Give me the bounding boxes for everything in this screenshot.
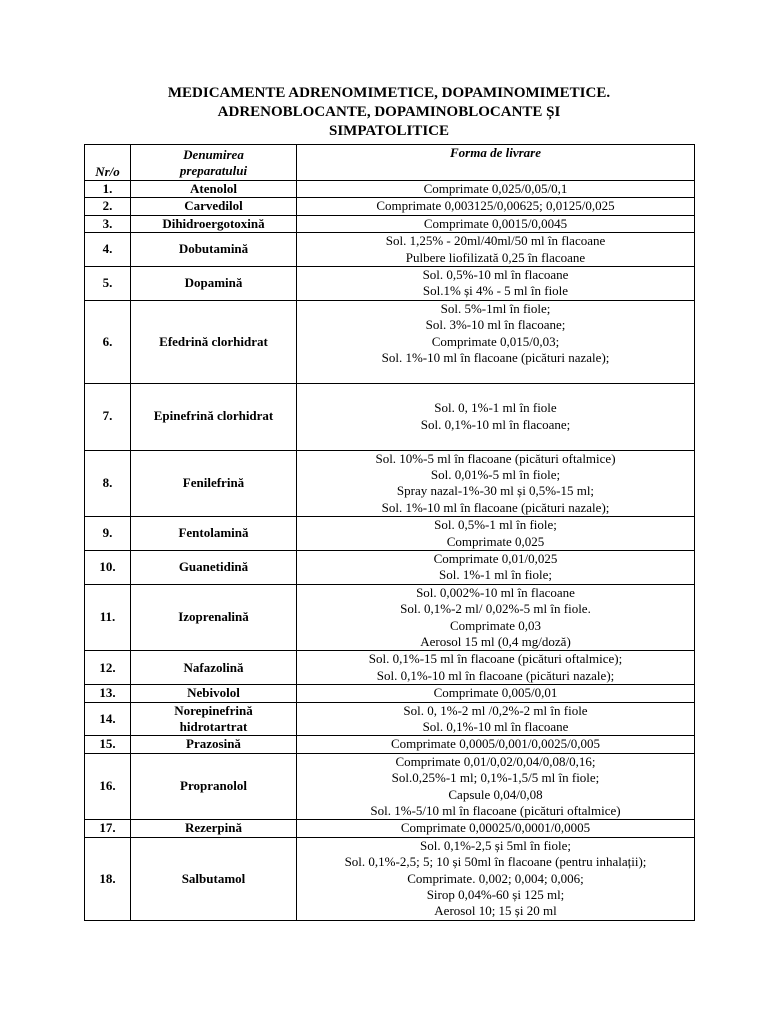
drug-name-line: Rezerpină <box>184 820 243 836</box>
delivery-forms <box>297 837 695 920</box>
table-row <box>85 267 695 301</box>
table-row <box>85 550 695 584</box>
table-row <box>85 215 695 232</box>
row-number: 16. <box>85 753 131 820</box>
table-row <box>85 181 695 198</box>
drug-name <box>131 837 297 920</box>
delivery-forms <box>297 300 695 383</box>
delivery-form-line: Sol. 0,1%-2 ml/ 0,02%-5 ml în fiole. <box>400 601 591 617</box>
table-row <box>85 198 695 215</box>
delivery-forms <box>297 702 695 736</box>
row-number: 10. <box>85 550 131 584</box>
row-number: 8. <box>85 450 131 517</box>
row-number: 5. <box>85 267 131 301</box>
row-number: 11. <box>85 584 131 651</box>
row-number: 18. <box>85 837 131 920</box>
delivery-form-line: Comprimate 0,00025/0,0001/0,0005 <box>400 820 591 836</box>
delivery-form-line: Sol. 0,1%-10 ml în flacoane <box>422 719 569 734</box>
table-row <box>85 820 695 837</box>
drug-name <box>131 702 297 736</box>
drug-name <box>131 267 297 301</box>
delivery-forms <box>297 233 695 267</box>
drug-name <box>131 736 297 753</box>
row-number: 17. <box>85 820 131 837</box>
drug-name <box>131 215 297 232</box>
drug-name-line: Fenilefrină <box>182 475 245 491</box>
drug-name-line: Nafazolină <box>183 659 244 675</box>
drug-name-line: Nebivolol <box>187 685 240 701</box>
delivery-forms <box>297 383 695 450</box>
drug-name-line: Guanetidină <box>178 559 249 575</box>
delivery-form-line: Comprimate 0,0005/0,001/0,0025/0,005 <box>390 736 601 752</box>
table-row <box>85 685 695 702</box>
header-form: Forma de livrare <box>297 145 695 181</box>
delivery-forms <box>297 685 695 702</box>
table-body <box>85 181 695 921</box>
drug-name-line: Propranolol <box>180 778 247 794</box>
table-row <box>85 736 695 753</box>
delivery-form-line: Sol. 1%-10 ml în flacoane (picături nazale); <box>381 350 610 366</box>
drug-name <box>131 820 297 837</box>
medication-table <box>84 144 695 921</box>
delivery-forms <box>297 820 695 837</box>
title-line: ADRENOBLOCANTE, DOPAMINOBLOCANTE ȘI <box>217 104 561 120</box>
delivery-forms <box>297 450 695 517</box>
drug-name-line: Prazosină <box>186 736 241 752</box>
document-title <box>84 84 694 141</box>
delivery-forms <box>297 215 695 232</box>
delivery-form-line: Sol. 5%-1ml în fiole; <box>440 300 551 316</box>
table-row <box>85 702 695 736</box>
delivery-forms <box>297 736 695 753</box>
row-number: 15. <box>85 736 131 753</box>
delivery-forms <box>297 550 695 584</box>
table-row <box>85 837 695 920</box>
delivery-form-line: Sol. 0, 1%-2 ml /0,2%-2 ml în fiole <box>403 702 588 718</box>
drug-name <box>131 383 297 450</box>
header-name-line: Denumirea <box>183 146 244 162</box>
delivery-form-line: Sol. 0,5%-1 ml în fiole; <box>434 517 557 533</box>
drug-name-line: Izoprenalină <box>178 609 249 625</box>
delivery-form-line: Comprimate. 0,002; 0,004; 0,006; <box>407 870 584 886</box>
drug-name <box>131 550 297 584</box>
row-number: 9. <box>85 517 131 551</box>
delivery-forms <box>297 267 695 301</box>
drug-name <box>131 685 297 702</box>
delivery-form-line: Comprimate 0,005/0,01 <box>433 685 558 701</box>
drug-name <box>131 300 297 383</box>
delivery-form-line: Comprimate 0,025/0,05/0,1 <box>423 181 568 196</box>
drug-name <box>131 584 297 651</box>
drug-name-line: Atenolol <box>190 181 237 196</box>
delivery-form-line: Sol. 1%-10 ml în flacoane (picături nazale); <box>381 499 610 515</box>
table-row <box>85 517 695 551</box>
table-row <box>85 651 695 685</box>
delivery-form-line: Sol. 0,5%-10 ml în flacoane <box>422 267 569 283</box>
row-number: 3. <box>85 215 131 232</box>
header-name-line: preparatului <box>179 162 248 178</box>
drug-name <box>131 181 297 198</box>
delivery-form-line: Sol. 3%-10 ml în flacoane; <box>425 317 566 333</box>
row-number: 13. <box>85 685 131 702</box>
drug-name <box>131 450 297 517</box>
header-name <box>131 145 297 181</box>
delivery-form-line: Sol. 0,1%-10 ml în flacoane (picături nazale); <box>376 667 615 683</box>
drug-name <box>131 651 297 685</box>
drug-name <box>131 233 297 267</box>
delivery-forms <box>297 584 695 651</box>
delivery-form-line: Spray nazal-1%-30 ml și 0,5%-15 ml; <box>396 483 595 499</box>
delivery-form-line: Sol. 1,25% - 20ml/40ml/50 ml în flacoane <box>385 233 606 249</box>
drug-name-line: Norepinefrină <box>174 702 253 718</box>
drug-name-line: Dopamină <box>184 275 243 291</box>
drug-name <box>131 753 297 820</box>
table-row <box>85 383 695 450</box>
delivery-form-line: Aerosol 15 ml (0,4 mg/doză) <box>420 633 571 649</box>
row-number: 4. <box>85 233 131 267</box>
drug-name <box>131 517 297 551</box>
drug-name-line: Epinefrină clorhidrat <box>153 408 274 424</box>
delivery-form-line: Sol. 0,1%-15 ml în flacoane (picături oftalmice); <box>368 651 623 667</box>
row-number: 2. <box>85 198 131 215</box>
delivery-form-line: Comprimate 0,03 <box>450 617 541 633</box>
delivery-form-line: Sirop 0,04%-60 și 125 ml; <box>426 887 565 903</box>
delivery-form-line: Comprimate 0,025 <box>446 533 545 549</box>
delivery-form-line: Sol. 0,1%-2,5; 5; 10 și 50ml în flacoane (pentru inhalații); <box>344 854 647 870</box>
row-number: 6. <box>85 300 131 383</box>
title-line: MEDICAMENTE ADRENOMIMETICE, DOPAMINOMIMETICE. <box>167 85 611 101</box>
title-line: SIMPATOLITICE <box>328 123 450 139</box>
row-number: 1. <box>85 181 131 198</box>
delivery-form-line: Sol. 1%-1 ml în fiole; <box>438 567 553 583</box>
drug-name-line: Fentolamină <box>178 525 249 541</box>
delivery-form-line: Capsule 0,04/0,08 <box>448 786 543 802</box>
delivery-form-line: Pulbere liofilizată 0,25 în flacoane <box>405 249 586 265</box>
drug-name-line: hidrotartrat <box>179 719 248 734</box>
row-number: 12. <box>85 651 131 685</box>
delivery-form-line: Sol. 0,1%-10 ml în flacoane; <box>420 416 571 432</box>
delivery-forms <box>297 651 695 685</box>
table-header-row <box>85 145 695 181</box>
delivery-form-line: Comprimate 0,015/0,03; <box>431 333 560 349</box>
drug-name-line: Salbutamol <box>181 870 246 886</box>
header-nr: Nr/o <box>85 145 131 181</box>
delivery-forms <box>297 198 695 215</box>
drug-name <box>131 198 297 215</box>
delivery-form-line: Sol.1% și 4% - 5 ml în fiole <box>422 283 569 299</box>
table-row <box>85 450 695 517</box>
delivery-forms <box>297 517 695 551</box>
delivery-forms <box>297 181 695 198</box>
delivery-form-line: Comprimate 0,01/0,02/0,04/0,08/0,16; <box>395 753 596 769</box>
table-row <box>85 584 695 651</box>
delivery-form-line: Sol. 10%-5 ml în flacoane (picături oftalmice) <box>375 450 616 466</box>
drug-name-line: Dihidroergotoxină <box>162 215 265 231</box>
delivery-form-line: Comprimate 0,01/0,025 <box>433 550 558 566</box>
delivery-form-line <box>299 366 692 382</box>
delivery-form-line: Sol. 0, 1%-1 ml în fiole <box>434 400 557 416</box>
delivery-form-line: Sol. 0,1%-2,5 și 5ml în fiole; <box>420 837 571 853</box>
table-row <box>85 300 695 383</box>
delivery-form-line: Sol. 0,002%-10 ml în flacoane <box>416 584 575 600</box>
drug-name-line: Dobutamină <box>178 241 249 257</box>
table-row <box>85 753 695 820</box>
delivery-form-line: Sol. 0,01%-5 ml în fiole; <box>430 466 561 482</box>
delivery-form-line <box>299 384 692 400</box>
delivery-form-line: Aerosol 10; 15 și 20 ml <box>434 903 557 919</box>
table-row <box>85 233 695 267</box>
delivery-form-line: Comprimate 0,003125/0,00625; 0,0125/0,025 <box>376 198 615 214</box>
delivery-form-line: Sol.0,25%-1 ml; 0,1%-1,5/5 ml în fiole; <box>391 770 600 786</box>
delivery-form-line: Sol. 1%-5/10 ml în flacoane (picături oftalmice) <box>370 803 621 819</box>
delivery-form-line: Comprimate 0,0015/0,0045 <box>423 215 568 231</box>
drug-name-line: Carvedilol <box>184 198 243 214</box>
row-number: 14. <box>85 702 131 736</box>
row-number: 7. <box>85 383 131 450</box>
delivery-form-line <box>299 433 692 449</box>
delivery-forms <box>297 753 695 820</box>
drug-name-line: Efedrină clorhidrat <box>159 333 268 349</box>
